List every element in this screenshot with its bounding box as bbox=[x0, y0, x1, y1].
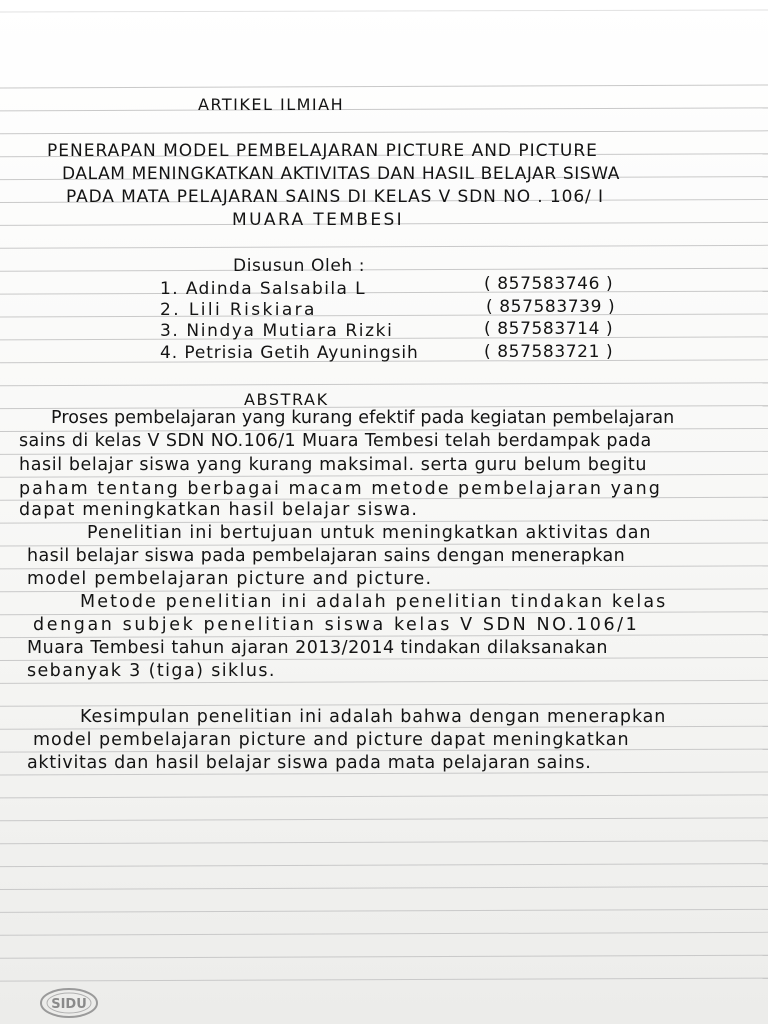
ruled-line bbox=[0, 703, 768, 706]
abstract-line-1: Proses pembelajaran yang kurang efektif pada kegiatan pembelajaran bbox=[51, 408, 675, 428]
abstract-line-6: Penelitian ini bertujuan untuk meningkatkan aktivitas dan bbox=[87, 523, 652, 543]
paper-title-line-3: PADA MATA PELAJARAN SAINS DI KELAS V SDN NO . 106/ I bbox=[66, 187, 604, 207]
abstract-line-5: dapat meningkatkan hasil belajar siswa. bbox=[19, 500, 419, 520]
author-id-4: ( 857583721 ) bbox=[484, 342, 614, 362]
ruled-line bbox=[0, 818, 768, 821]
author-id-2: ( 857583739 ) bbox=[486, 297, 616, 317]
abstract-line-14: model pembelajaran picture and picture dapat meningkatkan bbox=[33, 730, 630, 750]
author-id-3: ( 857583714 ) bbox=[484, 319, 614, 339]
ruled-line bbox=[0, 85, 768, 88]
ruled-line bbox=[0, 131, 768, 134]
ruled-line bbox=[0, 268, 768, 271]
abstract-line-7: hasil belajar siswa pada pembelajaran sains dengan menerapkan bbox=[27, 546, 626, 566]
authors-label: Disusun Oleh : bbox=[233, 256, 366, 276]
abstract-line-13: Kesimpulan penelitian ini adalah bahwa dengan menerapkan bbox=[80, 707, 667, 727]
ruled-line bbox=[0, 841, 768, 844]
abstract-line-4: paham tentang berbagai macam metode pembelajaran yang bbox=[19, 479, 662, 499]
abstract-line-2: sains di kelas V SDN NO.106/1 Muara Tembesi telah berdampak pada bbox=[19, 431, 652, 451]
svg-text:SIDU: SIDU bbox=[51, 997, 87, 1012]
notebook-brand-logo bbox=[38, 986, 100, 1020]
ruled-line bbox=[0, 795, 768, 798]
abstract-line-10: dengan subjek penelitian siswa kelas V SDN NO.106/1 bbox=[33, 615, 640, 635]
author-name-3: 3. Nindya Mutiara Rizki bbox=[160, 321, 394, 341]
ruled-line bbox=[0, 245, 768, 248]
abstract-line-11: Muara Tembesi tahun ajaran 2013/2014 tindakan dilaksanakan bbox=[27, 638, 609, 658]
ruled-line bbox=[0, 108, 768, 111]
ruled-line bbox=[0, 932, 768, 935]
ruled-line bbox=[0, 383, 768, 386]
author-name-1: 1. Adinda Salsabila L bbox=[160, 279, 366, 299]
ruled-line bbox=[0, 314, 768, 317]
paper-title-line-2: DALAM MENINGKATKAN AKTIVITAS DAN HASIL BELAJAR SISWA bbox=[62, 164, 620, 184]
ruled-line bbox=[0, 291, 768, 294]
ruled-line bbox=[0, 978, 768, 981]
ruled-line bbox=[0, 451, 768, 454]
author-name-2: 2. Lili Riskiara bbox=[160, 300, 317, 320]
ruled-line bbox=[0, 864, 768, 867]
author-name-4: 4. Petrisia Getih Ayuningsih bbox=[160, 343, 419, 363]
abstract-line-15: aktivitas dan hasil belajar siswa pada mata pelajaran sains. bbox=[27, 753, 592, 773]
abstract-line-3: hasil belajar siswa yang kurang maksimal. serta guru belum begitu bbox=[19, 455, 648, 475]
ruled-line bbox=[0, 909, 768, 912]
abstract-line-12: sebanyak 3 (tiga) siklus. bbox=[27, 661, 276, 681]
ruled-line bbox=[0, 955, 768, 958]
article-header-title: ARTIKEL ILMIAH bbox=[198, 95, 345, 114]
paper-title-line-1: PENERAPAN MODEL PEMBELAJARAN PICTURE AND PICTURE bbox=[47, 141, 598, 161]
author-id-1: ( 857583746 ) bbox=[484, 274, 614, 294]
top-edge-line bbox=[0, 10, 768, 12]
ruled-line bbox=[0, 887, 768, 890]
abstract-heading: ABSTRAK bbox=[244, 390, 329, 409]
abstract-line-9: Metode penelitian ini adalah penelitian tindakan kelas bbox=[80, 592, 668, 612]
abstract-line-8: model pembelajaran picture and picture. bbox=[27, 569, 433, 589]
paper-title-line-4: MUARA TEMBESI bbox=[232, 210, 405, 230]
